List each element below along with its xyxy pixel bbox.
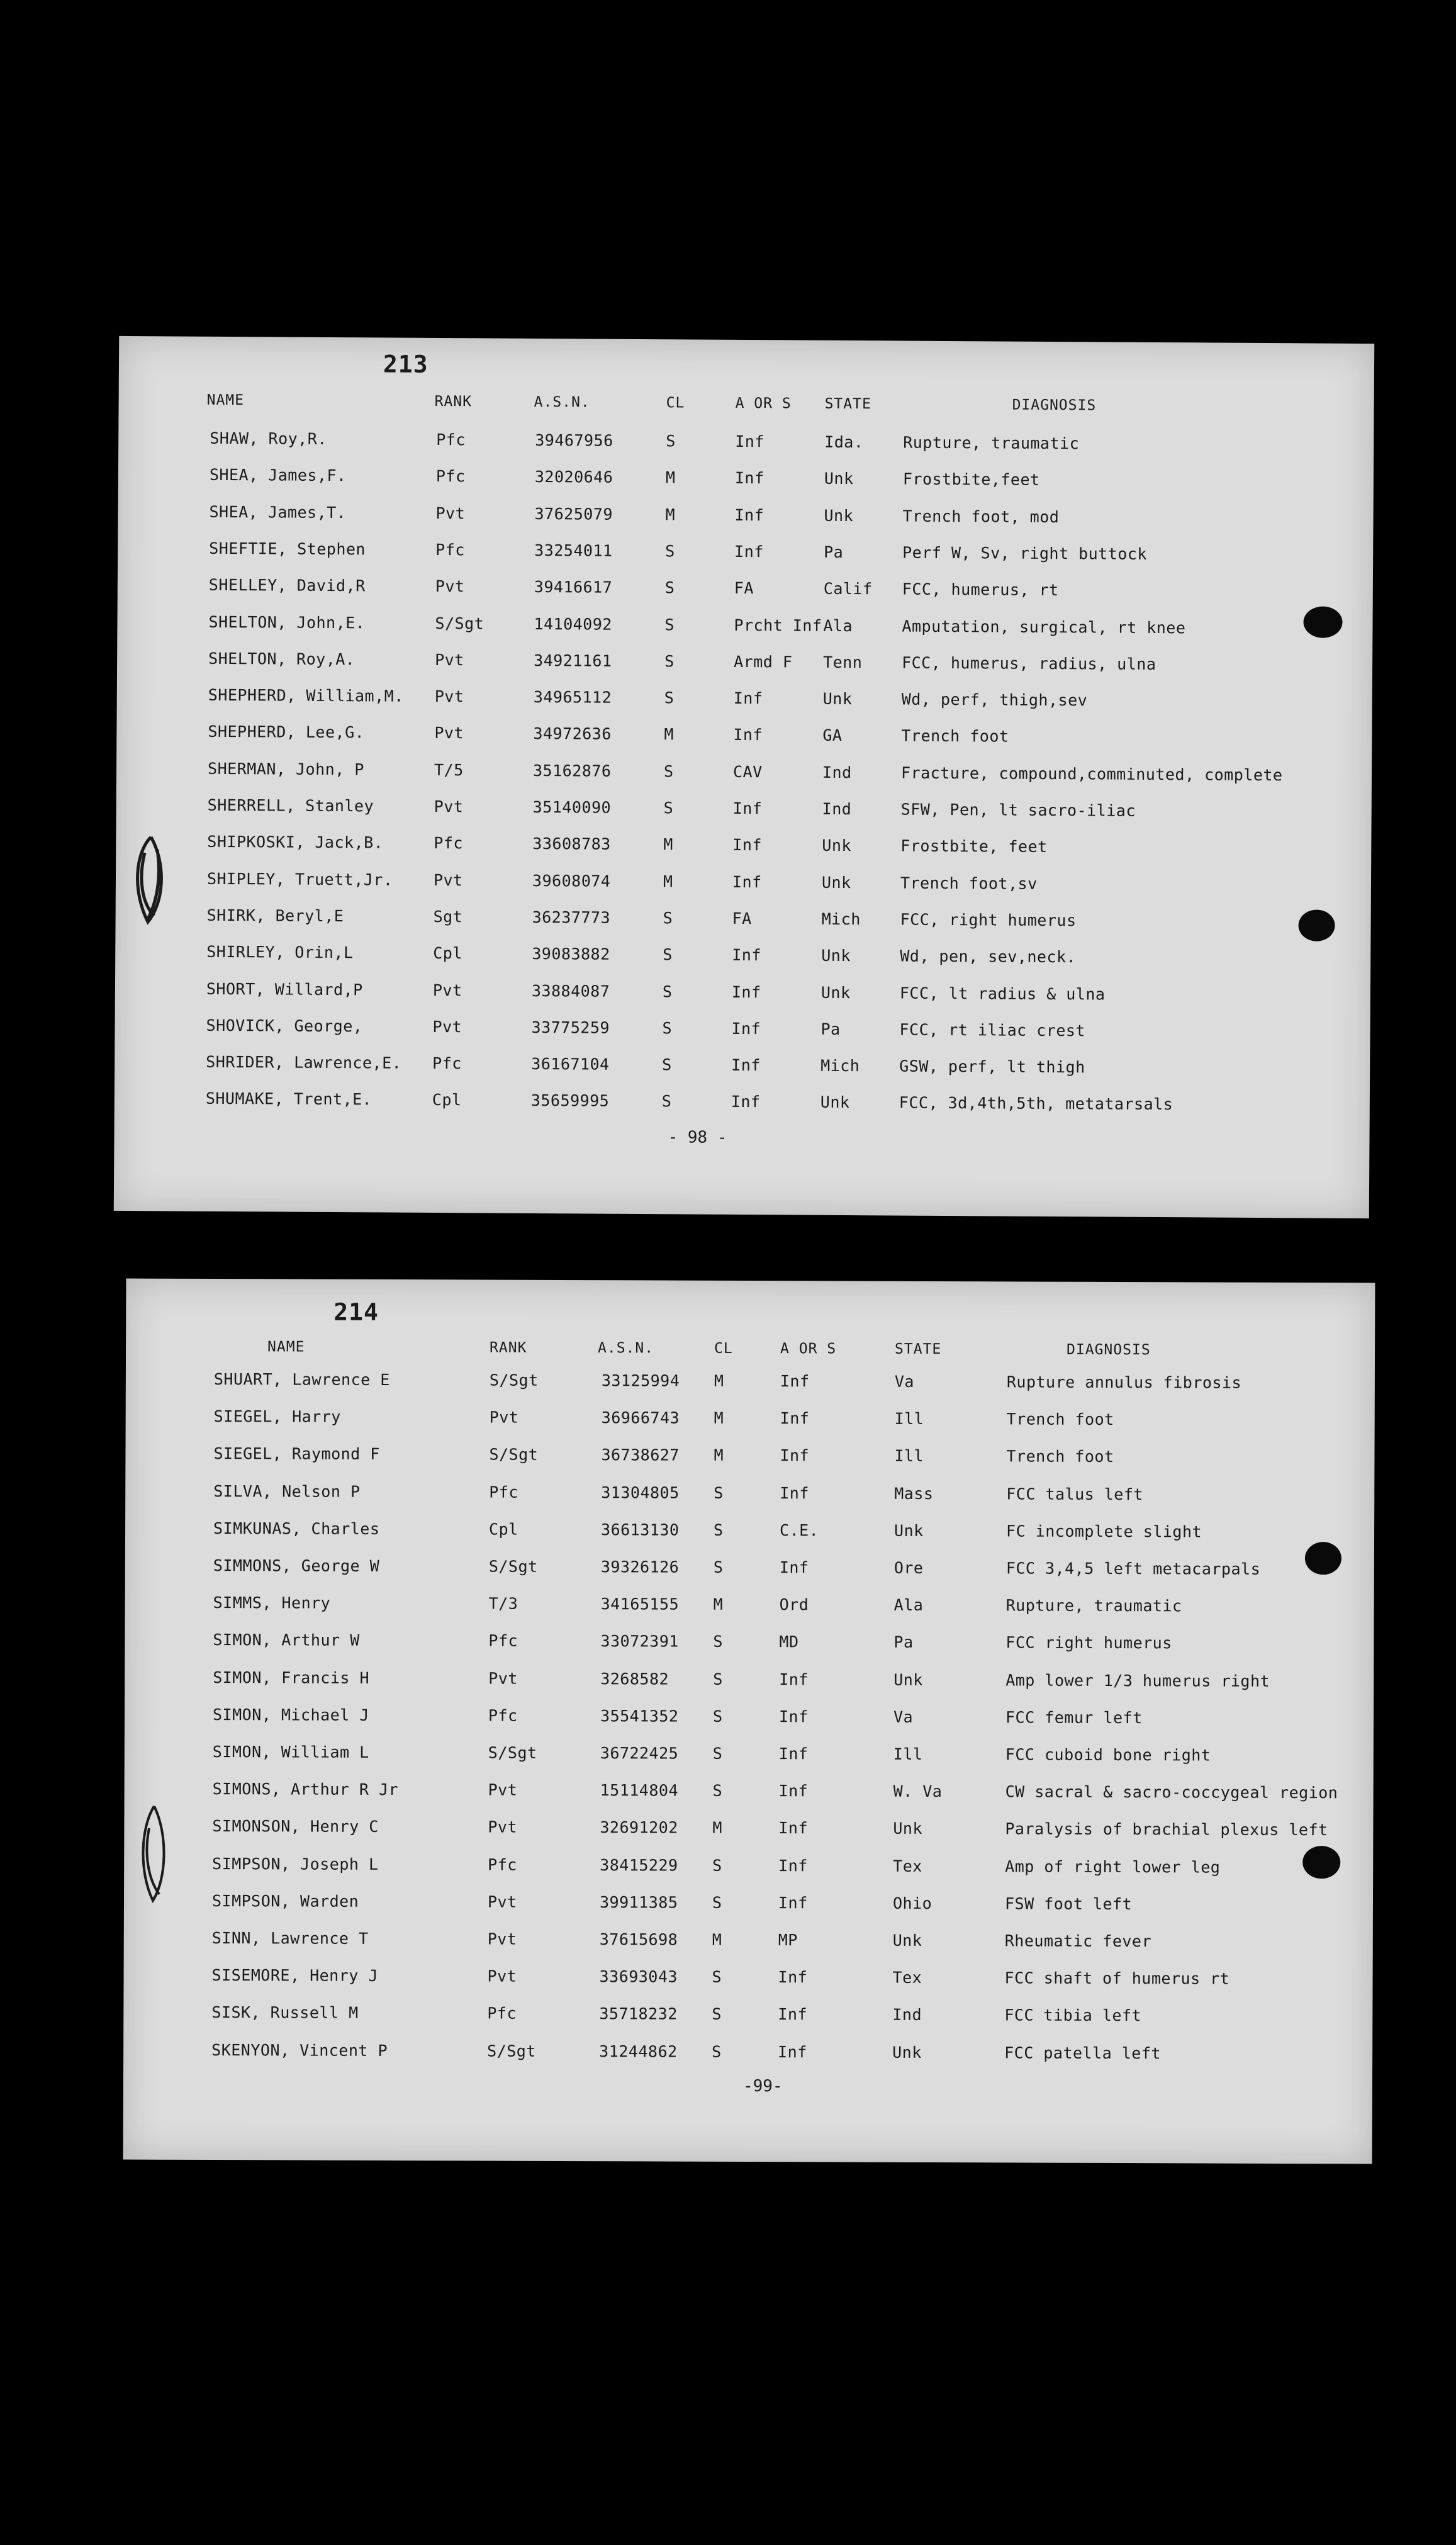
ink-blot [1302,1846,1340,1879]
cell-name: SHERRELL, Stanley [207,795,374,816]
cell-cl: S [664,578,675,597]
cell-cl: S [661,1092,672,1111]
cell-diagnosis: Amp lower 1/3 humerus right [1005,1671,1270,1690]
ink-blot [1303,606,1342,638]
cell-cl: S [714,1520,724,1539]
cell-state: Va [894,1372,915,1391]
cell-rank: S/Sgt [489,1445,539,1464]
cell-asn: 34921161 [534,651,612,670]
cell-aors: Prcht Inf [734,615,822,635]
cell-diagnosis: FC incomplete slight [1006,1522,1202,1541]
cell-asn: 14104092 [534,614,612,634]
cell-cl: S [662,982,673,1001]
cell-aors: Inf [778,1894,808,1913]
cell-state: Tex [893,1857,922,1875]
cell-asn: 35140090 [532,797,612,817]
cell-aors: Inf [780,1484,809,1503]
cell-name: SHEPHERD, William,M. [208,685,404,705]
cell-diagnosis: FCC femur left [1005,1708,1143,1728]
cell-rank: Pvt [432,980,462,1000]
cell-cl: S [712,1893,722,1912]
cell-state: Ill [894,1409,924,1428]
cell-asn: 34165155 [600,1595,680,1614]
cell-rank: Pfc [487,2004,517,2023]
cell-cl: M [664,725,675,744]
cell-state: Va [893,1707,914,1726]
cell-aors: Inf [779,1558,809,1577]
cell-diagnosis: Trench foot [1006,1410,1114,1429]
cell-diagnosis: FCC, 3d,4th,5th, metatarsals [899,1093,1173,1114]
cell-diagnosis: Trench foot,sv [900,874,1038,893]
cell-name: SIMON, William L [212,1743,369,1761]
header-a-or-s: A OR S [780,1340,837,1357]
cell-state: Unk [820,1093,850,1112]
cell-asn: 37625079 [534,504,613,524]
cell-cl: M [665,468,676,487]
cell-cl: S [712,2004,722,2023]
header-rank: RANK [490,1339,527,1356]
cell-aors: Inf [778,1782,809,1801]
cell-cl: S [663,762,674,781]
page-number: 213 [383,350,428,378]
cell-rank: Pvt [434,797,464,816]
cell-name: SHEA, James,F. [209,465,347,485]
cell-asn: 39467956 [535,430,613,450]
cell-name: SHEFTIE, Stephen [209,539,366,559]
record-sheet-213 [114,336,1374,1218]
cell-aors: Inf [778,2005,808,2024]
cell-state: Mich [820,1056,860,1076]
cell-state: Unk [894,1521,924,1540]
cell-cl: S [714,1483,724,1502]
cell-rank: Pvt [487,1892,517,1911]
cell-name: SISK, Russell M [211,2003,359,2022]
cell-diagnosis: FCC tibia left [1004,2006,1142,2025]
cell-state: Pa [820,1020,841,1038]
cell-name: SISEMORE, Henry J [211,1966,379,1985]
header-asn: A.S.N. [598,1340,654,1357]
pen-scribble-2 [135,1803,173,1904]
cell-aors: Ord [779,1595,809,1614]
cell-asn: 35162876 [532,761,612,780]
cell-name: SHOVICK, George, [206,1016,363,1036]
cell-cl: S [712,1781,723,1800]
cell-diagnosis: FCC, lt radius & ulna [899,984,1106,1004]
header-state: STATE [824,395,871,413]
cell-aors: Inf [778,1707,809,1726]
cell-asn: 3268582 [600,1670,669,1688]
header-name: NAME [206,391,245,409]
cell-rank: Pvt [435,650,464,670]
cell-rank: T/3 [488,1594,518,1613]
cell-name: SHELTON, Roy,A. [208,649,356,669]
cell-rank: Pfc [432,1053,462,1073]
cell-diagnosis: Rupture annulus fibrosis [1006,1373,1242,1392]
cell-aors: Inf [734,542,764,561]
cell-rank: Pfc [434,833,464,853]
cell-name: SILVA, Nelson P [213,1482,361,1501]
cell-cl: S [662,1055,672,1074]
cell-asn: 35718232 [599,2004,678,2023]
cell-aors: Inf [780,1372,810,1391]
cell-aors: Inf [780,1446,810,1465]
cell-cl: S [664,615,675,634]
cell-diagnosis: Trench foot [901,726,1009,746]
cell-diagnosis: Paralysis of brachial plexus left [1005,1819,1328,1840]
header-cl: CL [666,395,685,412]
cell-rank: Pfc [435,540,465,559]
cell-aors: Inf [732,872,762,892]
cell-asn: 36613130 [601,1520,680,1539]
cell-diagnosis: Trench foot, mod [902,507,1060,527]
cell-aors: C.E. [780,1521,819,1540]
cell-diagnosis: FCC cuboid bone right [1005,1745,1211,1765]
cell-state: W. Va [893,1782,943,1801]
cell-aors: Inf [734,468,764,488]
cell-asn: 39083882 [532,944,610,964]
cell-diagnosis: SFW, Pen, lt sacro-iliac [900,800,1136,820]
cell-name: SIMON, Michael J [212,1705,369,1724]
cell-rank: Pvt [435,576,465,596]
cell-rank: Sgt [433,907,463,926]
cell-cl: S [665,542,675,561]
cell-cl: S [664,652,675,671]
cell-asn: 36167104 [531,1054,610,1074]
cell-state: Ill [893,1744,923,1763]
cell-name: SHELTON, John,E. [208,612,366,632]
cell-rank: Cpl [433,943,463,963]
cell-name: SHORT, Willard,P [206,979,363,999]
cell-cl: S [663,909,673,928]
cell-rank: S/Sgt [435,614,484,633]
cell-name: SKENYON, Vincent P [211,2041,388,2060]
page-number: 214 [333,1298,379,1326]
cell-name: SHAW, Roy,R. [210,429,327,448]
cell-asn: 39416617 [534,577,613,597]
cell-asn: 31304805 [601,1483,680,1502]
cell-cl: M [665,505,676,524]
cell-aors: Inf [778,1968,808,1987]
cell-asn: 33125994 [601,1371,680,1390]
cell-cl: M [712,1818,723,1837]
cell-aors: Inf [732,799,763,818]
cell-cl: S [712,1744,723,1763]
cell-rank: Pfc [435,467,466,486]
header-rank: RANK [434,393,473,410]
cell-diagnosis: FCC talus left [1006,1485,1144,1504]
cell-aors: MD [779,1632,799,1651]
cell-aors: Inf [778,1744,809,1763]
cell-diagnosis: FCC shaft of humerus rt [1004,1969,1230,1988]
cell-diagnosis: FCC right humerus [1005,1633,1172,1653]
cell-state: Calif [823,579,873,598]
cell-diagnosis: Wd, perf, thigh,sev [901,690,1088,710]
cell-name: SIMPSON, Joseph L [212,1855,379,1874]
cell-aors: MP [778,1931,798,1950]
cell-diagnosis: Rheumatic fever [1004,1931,1152,1951]
cell-state: Unk [893,1819,923,1838]
cell-name: SHUART, Lawrence E [213,1370,390,1390]
cell-aors: Inf [731,1019,761,1038]
cell-asn: 31244862 [599,2042,678,2061]
cell-rank: S/Sgt [489,1371,539,1390]
cell-state: Unk [821,873,851,892]
cell-name: SHERMAN, John, P [207,759,364,779]
cell-aors: Inf [778,2043,807,2062]
cell-state: Unk [892,1931,922,1950]
cell-diagnosis: Wd, pen, sev,neck. [900,947,1077,967]
cell-cl: M [713,1595,724,1614]
cell-aors: Inf [732,945,762,965]
cell-state: Ore [893,1558,924,1577]
cell-state: Unk [824,469,854,488]
cell-rank: Pvt [487,1930,517,1948]
cell-aors: FA [732,909,752,928]
cell-rank: T/5 [434,760,464,780]
cell-diagnosis: FCC, humerus, rt [902,580,1059,600]
cell-name: SHUMAKE, Trent,E. [205,1089,372,1109]
header-diagnosis: DIAGNOSIS [1012,396,1097,414]
ink-blot [1298,909,1335,941]
header-name: NAME [267,1339,305,1356]
cell-asn: 35659995 [530,1091,610,1110]
cell-rank: Pvt [434,687,464,706]
cell-state: Ala [893,1595,924,1614]
cell-name: SIMKUNAS, Charles [213,1519,380,1538]
cell-name: SIMON, Arthur W [213,1631,360,1649]
cell-asn: 36738627 [601,1446,680,1464]
cell-aors: Armd F [734,652,793,671]
cell-diagnosis: Frostbite, feet [900,836,1048,856]
cell-state: Unk [892,2043,922,2062]
cell-rank: S/Sgt [488,1557,538,1576]
cell-cl: S [666,432,676,451]
cell-diagnosis: Amp of right lower leg [1005,1857,1221,1877]
cell-cl: S [712,1856,722,1875]
cell-aors: CAV [732,762,763,782]
cell-name: SHRIDER, Lawrence,E. [206,1052,402,1072]
cell-asn: 34972636 [533,724,612,743]
cell-state: Ida. [824,432,864,452]
cell-rank: Pvt [433,870,463,890]
cell-name: SHIPLEY, Truett,Jr. [206,869,393,889]
cell-state: Ill [894,1446,924,1465]
cell-name: SIEGEL, Raymond F [213,1444,380,1463]
cell-cl: S [712,2042,722,2061]
cell-name: SIMMONS, George W [213,1556,380,1575]
cell-aors: Inf [779,1670,809,1689]
cell-aors: Inf [778,1819,809,1838]
cell-diagnosis: Amputation, surgical, rt knee [902,617,1186,638]
cell-aors: Inf [735,432,765,451]
cell-name: SIMMS, Henry [213,1593,331,1612]
cell-rank: Pvt [432,1017,462,1037]
cell-state: Pa [893,1632,914,1651]
cell-asn: 33254011 [534,541,613,560]
cell-name: SINN, Lawrence T [211,1929,369,1948]
cell-aors: Inf [780,1409,810,1428]
cell-asn: 39911385 [599,1893,678,1912]
cell-rank: Pvt [488,1780,518,1799]
cell-state: Unk [893,1670,923,1689]
cell-cl: S [713,1558,724,1576]
cell-asn: 37615698 [599,1930,678,1949]
ink-blot [1305,1542,1341,1575]
cell-asn: 33693043 [599,1967,678,1986]
cell-name: SHIRLEY, Orin,L [206,942,354,962]
cell-aors: Inf [732,835,763,855]
cell-cl: M [714,1446,724,1464]
cell-diagnosis: FCC 3,4,5 left metacarpals [1005,1559,1261,1578]
cell-rank: Pfc [489,1483,518,1502]
cell-asn: 36237773 [532,907,611,927]
cell-rank: Cpl [489,1520,518,1539]
cell-state: Mich [821,909,861,929]
cell-rank: Pvt [487,1967,517,1986]
cell-cl: M [663,835,673,854]
cell-state: Pa [824,542,844,561]
cell-asn: 36722425 [600,1744,679,1763]
cell-rank: Cpl [432,1090,462,1110]
pen-scribble-1 [129,834,173,928]
cell-diagnosis: Rupture, traumatic [1005,1596,1182,1615]
header-a-or-s: A OR S [735,395,792,412]
cell-name: SHIRK, Beryl,E [206,906,344,926]
cell-rank: Pfc [488,1706,518,1725]
cell-rank: S/Sgt [488,1743,537,1762]
cell-aors: Inf [733,725,763,744]
cell-asn: 38415229 [600,1856,678,1875]
cell-cl: M [663,872,673,891]
cell-aors: Inf [733,688,763,708]
cell-asn: 35541352 [600,1707,679,1726]
cell-cl: M [714,1408,724,1427]
cell-aors: Inf [731,982,761,1002]
cell-rank: Pfc [436,430,466,449]
cell-rank: Pvt [434,723,464,743]
cell-state: Tex [892,1968,922,1987]
cell-name: SIEGEL, Harry [213,1407,341,1426]
cell-diagnosis: Fracture, compound,comminuted, complete [900,763,1283,785]
cell-cl: M [712,1930,722,1949]
cell-name: SHEA, James,T. [209,502,347,522]
header-diagnosis: DIAGNOSIS [1067,1341,1151,1359]
cell-cl: S [662,1019,673,1038]
cell-cl: M [714,1371,724,1390]
header-state: STATE [895,1340,942,1358]
cell-state: Tenn [823,653,863,672]
cell-state: Ala [823,616,853,636]
cell-diagnosis: CW sacral & sacro-coccygeal region [1005,1782,1338,1802]
cell-asn: 32020646 [534,467,613,486]
cell-aors: Inf [734,505,764,525]
cell-name: SIMPSON, Warden [211,1892,359,1911]
page-footer: -99- [742,2076,783,2096]
cell-asn: 33072391 [600,1632,679,1651]
cell-rank: S/Sgt [487,2042,536,2060]
cell-cl: S [663,945,673,964]
cell-cl: S [712,1707,723,1726]
cell-diagnosis: FCC, humerus, radius, ulna [902,653,1156,673]
cell-cl: S [712,1967,722,1986]
cell-diagnosis: FCC, right humerus [900,910,1077,930]
cell-state: Ind [822,799,852,819]
cell-aors: Inf [778,1857,808,1875]
cell-asn: 33884087 [531,981,610,1001]
cell-asn: 39608074 [532,871,611,890]
cell-state: GA [822,726,843,744]
cell-name: SIMONSON, Henry C [212,1817,379,1836]
header-cl: CL [714,1340,733,1357]
cell-asn: 33775259 [531,1018,610,1037]
cell-diagnosis: Rupture, traumatic [903,433,1080,453]
page-footer: - 98 - [668,1128,727,1147]
cell-diagnosis: GSW, perf, lt thigh [899,1057,1085,1077]
cell-diagnosis: FCC, rt iliac crest [899,1020,1086,1040]
cell-name: SIMON, Francis H [213,1668,370,1687]
cell-state: Unk [822,689,853,709]
cell-rank: Pfc [488,1631,518,1650]
cell-asn: 39326126 [600,1558,680,1576]
cell-state: Unk [821,946,851,965]
cell-diagnosis: FCC patella left [1004,2043,1162,2063]
header-asn: A.S.N. [534,393,590,411]
cell-asn: 15114804 [600,1781,679,1800]
cell-diagnosis: Perf W, Sv, right buttock [902,543,1148,563]
cell-rank: Pvt [488,1669,518,1688]
cell-state: Unk [820,983,851,1003]
cell-asn: 34965112 [533,687,612,707]
cell-rank: Pvt [489,1408,519,1427]
cell-state: Ind [892,2005,922,2024]
cell-rank: Pfc [488,1855,517,1874]
cell-asn: 32691202 [600,1818,678,1837]
cell-aors: FA [734,578,754,598]
cell-rank: Pvt [435,503,466,523]
cell-asn: 36966743 [601,1408,680,1427]
cell-cl: S [713,1670,723,1688]
cell-asn: 33608783 [532,834,611,853]
record-sheet-214 [123,1279,1375,2164]
cell-state: Ohio [892,1894,932,1913]
cell-diagnosis: Trench foot [1006,1447,1114,1466]
cell-name: SHELLEY, David,R [208,575,366,595]
cell-diagnosis: Frostbite,feet [902,469,1040,489]
cell-aors: Inf [731,1092,761,1111]
cell-diagnosis: FSW foot left [1004,1894,1133,1914]
cell-name: SIMONS, Arthur R Jr [212,1780,399,1799]
cell-aors: Inf [731,1055,761,1075]
cell-name: SHEPHERD, Lee,G. [208,722,365,742]
cell-state: Unk [824,506,854,525]
cell-name: SHIPKOSKI, Jack,B. [207,832,384,852]
cell-state: Ind [822,763,852,782]
cell-cl: S [713,1632,724,1651]
cell-cl: S [663,799,674,817]
cell-cl: S [664,688,675,707]
cell-rank: Pvt [488,1817,518,1836]
cell-state: Mass [894,1484,934,1503]
cell-state: Unk [822,836,852,855]
